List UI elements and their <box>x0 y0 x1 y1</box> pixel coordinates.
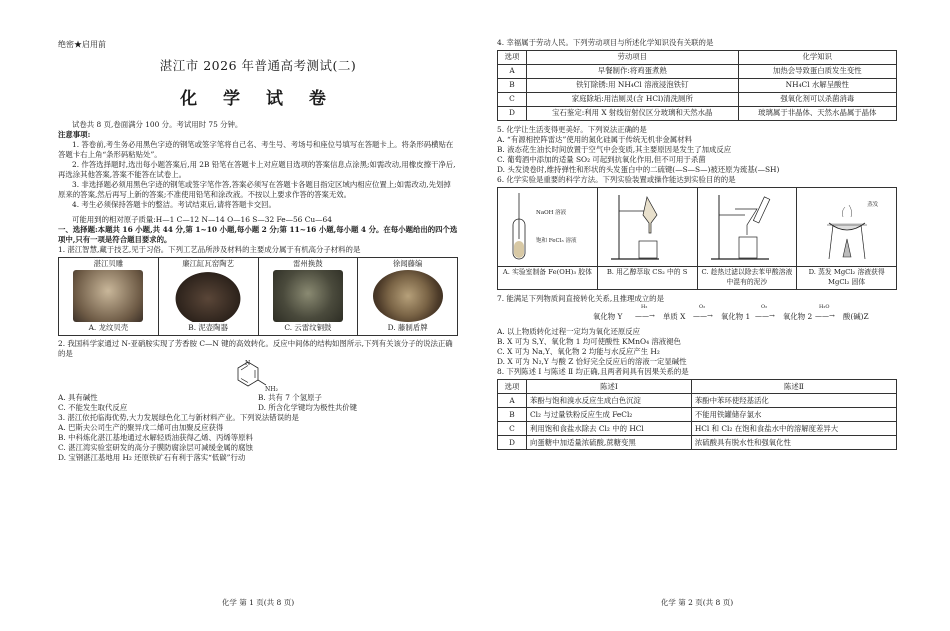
note-item: 3. 非选择题必须用黑色字迹的钢笔或签字笔作答,答案必须写在答题卡各题目指定区域内相应位置上;如需改动,先划掉原来的答案,然后再写上新的答案;不准使用铅笔和涂改液。不按以上要求作答的答案无效。 <box>58 179 451 199</box>
chain-node: 氧化物 1 <box>721 312 751 322</box>
subject-title: 化 学 试 卷 <box>180 89 336 109</box>
note-item: 1. 答卷前,考生务必用黑色字迹的钢笔或签字笔将自己名、考生号、考场号和座位号填写在答题卡上。将条形码横贴在答题卡右上角“条形码粘贴处”。 <box>58 139 454 159</box>
chain-reagent: O₂ <box>699 304 706 311</box>
table-header: 陈述Ⅰ <box>527 380 692 394</box>
q7-option: C. X 可为 Na,Y、氧化物 2 均能与水反应产生 H₂ <box>497 347 660 357</box>
left-column <box>58 0 458 631</box>
q3-option: B. 中科炼化湛江基地通过水解轻质油获得乙烯、丙烯等原料 <box>58 432 253 442</box>
intro-text: 试卷共 8 页,卷面满分 100 分。考试用时 75 分钟。 <box>72 120 243 129</box>
q1-header: 雷州换鼓 <box>293 259 323 269</box>
q2-options-row <box>58 403 458 413</box>
svg-text:NH₂: NH₂ <box>265 385 278 393</box>
table-cell: A <box>498 64 527 78</box>
q6-caption: A. 实验室制备 Fe(OH)₃ 胶体 <box>498 266 598 289</box>
table-cell: 铁钉除锈:用 NH₄Cl 溶液浸泡铁钉 <box>527 78 739 92</box>
q1-cell <box>258 257 358 335</box>
notes-title: 注意事项: <box>58 129 91 139</box>
table-cell: 强氧化剂可以杀菌消毒 <box>738 92 896 106</box>
table-row <box>498 436 897 450</box>
table-cell: 玻璃属于非晶体、天然水晶属于晶体 <box>738 106 896 120</box>
table-cell: D <box>498 436 527 450</box>
question-7-stem: 7. 能满足下列物质间直接转化关系,且推理成立的是 <box>497 293 664 303</box>
chain-reagent: H₂O <box>819 304 830 311</box>
q6-apparatus-d <box>797 188 896 266</box>
instructions-block <box>58 120 458 463</box>
right-flow <box>497 38 897 450</box>
q7-conversion-chain: 氧化物 Y ——→ H₂ 单质 X ——→ O₂ 氧化物 1 ——→ O₂ 氧化物 2 ——→ H₂O 酸(碱)Z <box>593 304 869 322</box>
aminopyridine-structure-icon <box>228 359 288 393</box>
question-5-stem: 5. 化学让生活变得更美好。下列说法正确的是 <box>497 124 647 134</box>
q6-apparatus-b <box>598 188 698 266</box>
q5-option: C. 葡萄酒中添加的适量 SO₂ 可起到抗氧化作用,但不可用于杀菌 <box>497 154 706 164</box>
table-row <box>498 422 897 436</box>
question-8-table <box>497 379 897 450</box>
table-cell: D <box>498 106 527 120</box>
q1-header: 廉江缸瓦窑陶艺 <box>182 259 234 269</box>
chain-reagent: H₂ <box>641 304 648 311</box>
table-cell: C <box>498 92 527 106</box>
q6-caption: B. 用乙醇萃取 CS₂ 中的 S <box>598 266 698 289</box>
table-cell: 苯酚与饱和溴水反应生成白色沉淀 <box>527 394 692 408</box>
naoh-label: NaOH 溶液 <box>536 209 567 216</box>
table-row <box>498 64 897 78</box>
table-cell: 早餐制作:将鸡蛋煮熟 <box>527 64 739 78</box>
page-footer: 化学 第 1 页(共 8 页) <box>221 598 295 607</box>
table-cell: B <box>498 78 527 92</box>
q7-option: D. X 可为 N₂,Y 与酸 Z 恰好完全反应后的溶液一定显碱性 <box>497 357 687 367</box>
right-column <box>497 0 897 631</box>
table-cell: 苯酚中苯环使羟基活化 <box>691 394 896 408</box>
q5-option: D. 头发烫卷时,维持弹性和形状的头发蛋白中的二硫键(—S—S—)被还原为巯基(—SH) <box>497 164 780 174</box>
q1-cell <box>358 257 458 335</box>
question-4-table <box>497 50 897 121</box>
note-item: 4. 考生必须保持答题卡的整洁。考试结束后,请将答题卡交回。 <box>72 199 276 209</box>
q1-header: 湛江贝雕 <box>93 259 124 269</box>
chain-node: 酸(碱)Z <box>843 312 869 322</box>
q3-option: C. 湛江湾实验室研发的高分子膜防腐涂层可减缓金属的腐蚀 <box>58 442 253 452</box>
clay-teapot-image <box>173 270 243 322</box>
q6-apparatus-c <box>698 188 798 266</box>
q1-option: D. 藤制盾牌 <box>387 323 428 333</box>
question-8-stem: 8. 下列陈述 Ⅰ 与陈述 Ⅱ 均正确,且两者间具有因果关系的是 <box>497 367 689 377</box>
atomic-masses: 可能用到的相对原子质量:H—1 C—12 N—14 O—16 S—32 Fe—56 Cu—64 <box>72 214 332 224</box>
table-cell: 家庭除垢:用洁厕灵(含 HCl)清洗厕所 <box>527 92 739 106</box>
hot-filtration-icon <box>699 189 795 265</box>
q2-option: C. 不能发生取代反应 <box>58 402 128 412</box>
evaporating-dish-icon <box>799 189 895 265</box>
question-2-stem: 2. 我国科学家通过 N-亚硝胺实现了芳香胺 C—N 键的高效转化。反应中间体的结构如图所示,下列有关该分子的说法正确的是 <box>58 338 453 358</box>
table-cell: Cl₂ 与过量铁粉反应生成 FeCl₂ <box>527 408 692 422</box>
table-header: 化学知识 <box>738 50 896 64</box>
table-row <box>498 394 897 408</box>
table-cell: 利用饱和食盐水除去 Cl₂ 中的 HCl <box>527 422 692 436</box>
q5-option: A. “有源相控阵雷达”使用的氮化硅属于传统无机非金属材料 <box>497 134 692 144</box>
question-6-figure <box>497 187 897 290</box>
q1-cell <box>59 257 159 335</box>
page-footer: 化学 第 2 页(共 8 页) <box>660 598 734 607</box>
table-cell: 向蛋糖中加适量浓硫酸,蔗糖变黑 <box>527 436 692 450</box>
table-row <box>498 408 897 422</box>
q1-option: B. 泥壶陶器 <box>188 323 228 333</box>
q6-caption: D. 蒸发 MgCl₂ 溶液获得 MgCl₂ 固体 <box>797 266 896 289</box>
table-cell: NH₄Cl 水解呈酸性 <box>738 78 896 92</box>
table-cell: 浓硫酸具有脱水性和强氧化性 <box>691 436 896 450</box>
table-cell: 宝石鉴定:利用 X 射线衍射仪区分玻璃和天然水晶 <box>527 106 739 120</box>
note-item: 2. 作答选择题时,选出每小题答案后,用 2B 铅笔在答题卡上对应题目选项的答案信息点涂黑;如需改动,用橡皮擦干净后,再选涂其他答案,答案不能答在试卷上。 <box>58 159 456 179</box>
q5-option: B. 液态花生油长时间放置于空气中会变质,其主要原因是发生了加成反应 <box>497 144 732 154</box>
secret-mark: 绝密★启用前 <box>58 40 106 49</box>
table-row <box>498 92 897 106</box>
q2-option: D. 所含化学键均为极性共价键 <box>258 402 358 412</box>
question-1-stem: 1. 湛江智慧,藏于技艺,见于习俗。下列工艺品所涉及材料的主要成分属于有机高分子材料的是 <box>58 244 361 254</box>
q1-cell <box>158 257 258 335</box>
q3-option: A. 巴斯夫公司生产的聚异戊二烯可由加聚反应获得 <box>58 422 224 432</box>
question-6-stem: 6. 化学实验是重要的科学方法。下列实验装置或操作能达到实验目的的是 <box>497 174 736 184</box>
table-header: 劳动项目 <box>527 50 739 64</box>
test-tube-dropper-icon <box>499 189 595 265</box>
q2-structure-area <box>58 359 458 393</box>
q2-options-row <box>58 393 458 403</box>
q6-caption-row <box>498 266 896 289</box>
table-cell: B <box>498 408 527 422</box>
chain-node: 氧化物 Y <box>593 312 623 322</box>
table-cell: HCl 和 Cl₂ 在饱和食盐水中的溶解度差异大 <box>691 422 896 436</box>
q1-option: A. 龙纹贝壳 <box>88 323 129 333</box>
steam-label: 蒸发 <box>867 201 879 208</box>
q6-apparatus-row <box>498 188 896 266</box>
q7-option: A. 以上物质转化过程一定均为氧化还原反应 <box>497 327 641 337</box>
table-header: 选项 <box>498 380 527 394</box>
table-cell: C <box>498 422 527 436</box>
question-1-table <box>58 257 458 336</box>
q6-apparatus-a <box>498 188 598 266</box>
table-header: 选项 <box>498 50 527 64</box>
q2-option: B. 共有 7 个氢原子 <box>258 392 322 402</box>
table-cell: A <box>498 394 527 408</box>
table-cell: 加热会导致蛋白质发生变性 <box>738 64 896 78</box>
q6-caption: C. 趁热过滤以除去苯甲酸溶液中混有的泥沙 <box>698 266 798 289</box>
shell-carving-image <box>73 270 143 322</box>
q3-option: D. 宝钢湛江基地用 H₂ 还原铁矿石有利于落实“低碳”行动 <box>58 452 246 462</box>
q1-option: C. 云雷纹铜鼓 <box>284 323 332 333</box>
table-row <box>498 78 897 92</box>
chain-reagent: O₂ <box>761 304 768 311</box>
chain-node: 氧化物 2 <box>783 312 813 322</box>
section-heading: 一、选择题:本题共 16 小题,共 44 分,第 1~10 小题,每小题 2 分;第 11~16 小题,每小题 4 分。在每小题给出的四个选项中,只有一项是符合题目要求的。 <box>58 224 458 244</box>
question-3-stem: 3. 湛江依托临海优势,大力发展绿色化工与新材料产业。下列说法错误的是 <box>58 412 299 422</box>
separatory-funnel-icon <box>599 189 695 265</box>
rattan-shield-image <box>373 270 443 322</box>
question-4-stem: 4. 幸福属于劳动人民。下列劳动项目与所述化学知识没有关联的是 <box>497 38 714 47</box>
svg-text:N: N <box>245 359 251 367</box>
bronze-drum-image <box>273 270 343 322</box>
table-row <box>498 106 897 120</box>
exam-title: 湛江市 2026 年普通高考测试(二) <box>159 58 357 73</box>
q2-option: A. 具有碱性 <box>58 392 98 402</box>
q1-header: 徐闻藤编 <box>392 259 423 269</box>
fecl3-label: 饱和 FeCl₃ 溶液 <box>536 237 577 244</box>
table-header: 陈述Ⅱ <box>691 380 896 394</box>
table-cell: 不能用铁罐储存氯水 <box>691 408 896 422</box>
chain-node: 单质 X <box>663 312 686 322</box>
q7-option: B. X 可为 S,Y、氧化物 1 均可使酸性 KMnO₄ 溶液褪色 <box>497 337 681 347</box>
